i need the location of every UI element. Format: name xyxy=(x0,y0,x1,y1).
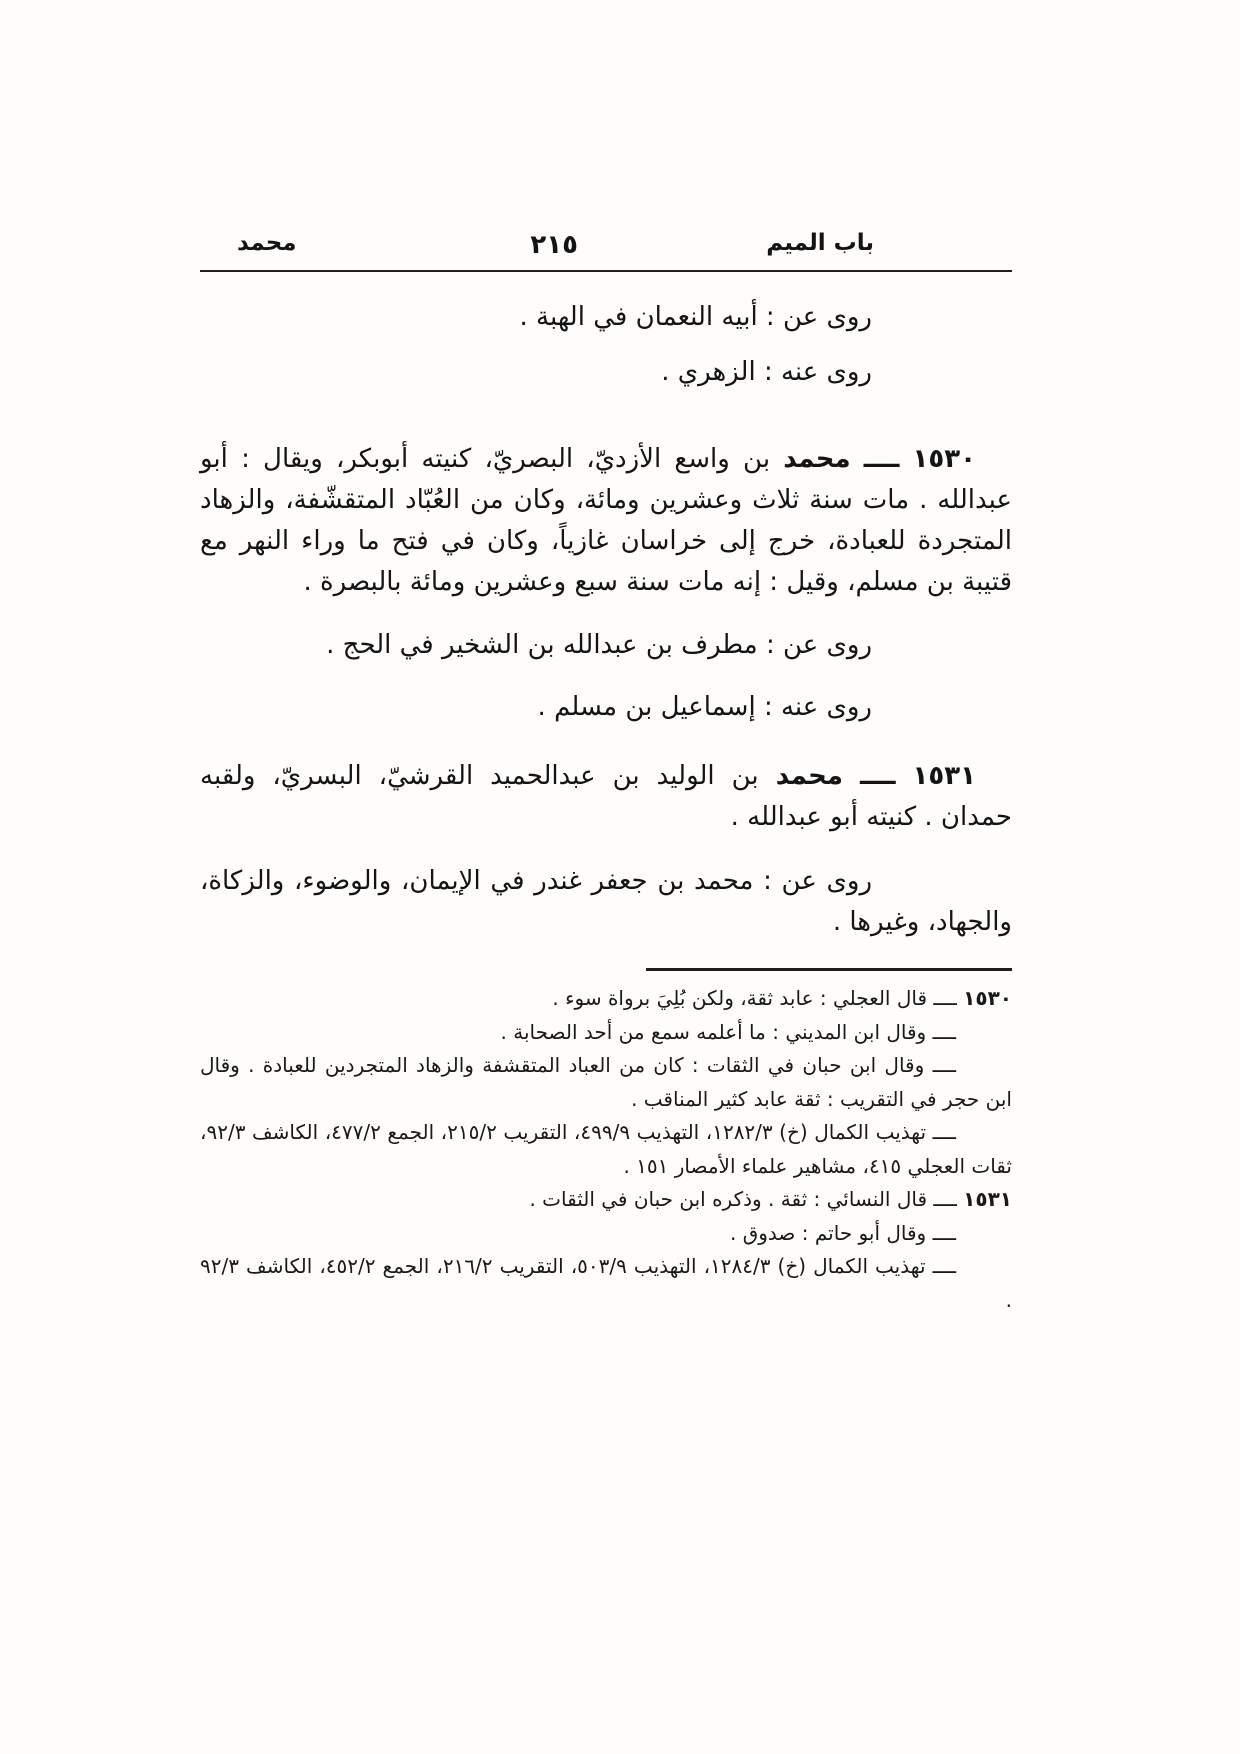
running-title: محمد xyxy=(237,230,297,256)
footnote-item xyxy=(200,1016,1012,1050)
narration-line: روى عن : أبيه النعمان في الهبة . xyxy=(519,302,872,332)
narration-line: روى عن : محمد بن جعفر غندر في الإيمان، والوضوء، والزكاة، والجهاد، وغيرها . xyxy=(200,866,1012,937)
footnote-text: تهذيب الكمال (خ) ١٢٨٢/٣، التهذيب ٤٩٩/٩، التقريب ٢١٥/٢، الجمع ٤٧٧/٢، الكاشف ٩٢/٣، ثقات العجلي ٤١٥، مشاهير علماء الأمصار ١٥١ . xyxy=(200,1120,1012,1178)
entry-text: بن الوليد بن عبدالحميد القرشيّ، البسريّ، ولقبه حمدان . كنيته أبو عبدالله . xyxy=(200,761,1012,832)
page-body xyxy=(200,297,1012,943)
footnote-text: وقال أبو حاتم : صدوق . xyxy=(730,1220,927,1245)
chapter-title: باب الميم xyxy=(766,230,874,256)
entry-text: بن واسع الأزديّ، البصريّ، كنيته أبوبكر، ويقال : أبو عبدالله . مات سنة ثلاث وعشرين ومائة، وكان من العُبّاد المتقشّفة، والزهاد المتجردة للعبادة، خرج إلى خراسان غازياً، وكان في فتح ما وراء النهر مع قتيبة بن مسلم، وقيل : إنه مات سنة سبع وعشرين ومائة بالبصرة . xyxy=(200,444,1012,597)
footnote-1530 xyxy=(200,982,1012,1016)
narration-line: روى عنه : إسماعيل بن مسلم . xyxy=(537,692,872,722)
footnote-dash: ــــ xyxy=(932,1220,956,1245)
footnote-text: وقال ابن المديني : ما أعلمه سمع من أحد الصحابة . xyxy=(500,1019,927,1044)
footnote-item xyxy=(200,1217,1012,1251)
entry-1531 xyxy=(200,756,1012,838)
footnote-dash: ــــ xyxy=(932,1120,957,1144)
footnote-dash: ــــ xyxy=(932,1254,957,1278)
footnote-separator-rule xyxy=(646,968,1012,971)
entry-1530 xyxy=(200,439,1012,603)
page-number: ٢١٥ xyxy=(530,230,578,260)
entry-number: ١٥٣٠ xyxy=(912,444,977,474)
narration-line: روى عن : مطرف بن عبدالله بن الشخير في الحج . xyxy=(326,630,872,660)
footnote-text: قال النسائي : ثقة . وذكره ابن حبان في الثقات . xyxy=(529,1187,928,1211)
entry-number: ١٥٣١ xyxy=(912,761,977,791)
footnote-dash: ــــ xyxy=(933,1187,957,1211)
footnote-dash: ــــ xyxy=(932,1019,956,1044)
footnote-item xyxy=(200,1049,1012,1116)
footnote-1531 xyxy=(200,1183,1012,1217)
footnote-dash: ــــ xyxy=(933,986,957,1010)
entry-name: محمد xyxy=(783,444,851,474)
entry-dash: ــــ xyxy=(859,761,896,791)
footnotes xyxy=(200,982,1012,1317)
header-rule xyxy=(200,270,1012,272)
footnote-item xyxy=(200,1116,1012,1183)
footnote-text: وقال ابن حبان في الثقات : كان من العباد المتقشفة والزهاد المتجردين للعبادة . وقال ابن حجر في التقريب : ثقة عابد كثير المناقب . xyxy=(200,1053,1012,1111)
entry-name: محمد xyxy=(775,761,843,791)
footnote-dash: ــــ xyxy=(932,1053,956,1077)
footnote-number: ١٥٣١ xyxy=(963,1187,1012,1211)
footnote-number: ١٥٣٠ xyxy=(963,986,1012,1010)
entry-dash: ــــ xyxy=(863,444,900,474)
page-content xyxy=(200,230,1012,1317)
footnote-text: تهذيب الكمال (خ) ١٢٨٤/٣، التهذيب ٥٠٣/٩، التقريب ٢١٦/٢، الجمع ٤٥٢/٢، الكاشف ٩٢/٣ . xyxy=(200,1254,1012,1312)
running-head xyxy=(200,230,1012,266)
narration-line: روى عنه : الزهري . xyxy=(661,357,872,387)
footnote-item xyxy=(200,1250,1012,1317)
footnote-text: قال العجلي : عابد ثقة، ولكن بُلِيَ برواة سوء . xyxy=(552,986,928,1010)
